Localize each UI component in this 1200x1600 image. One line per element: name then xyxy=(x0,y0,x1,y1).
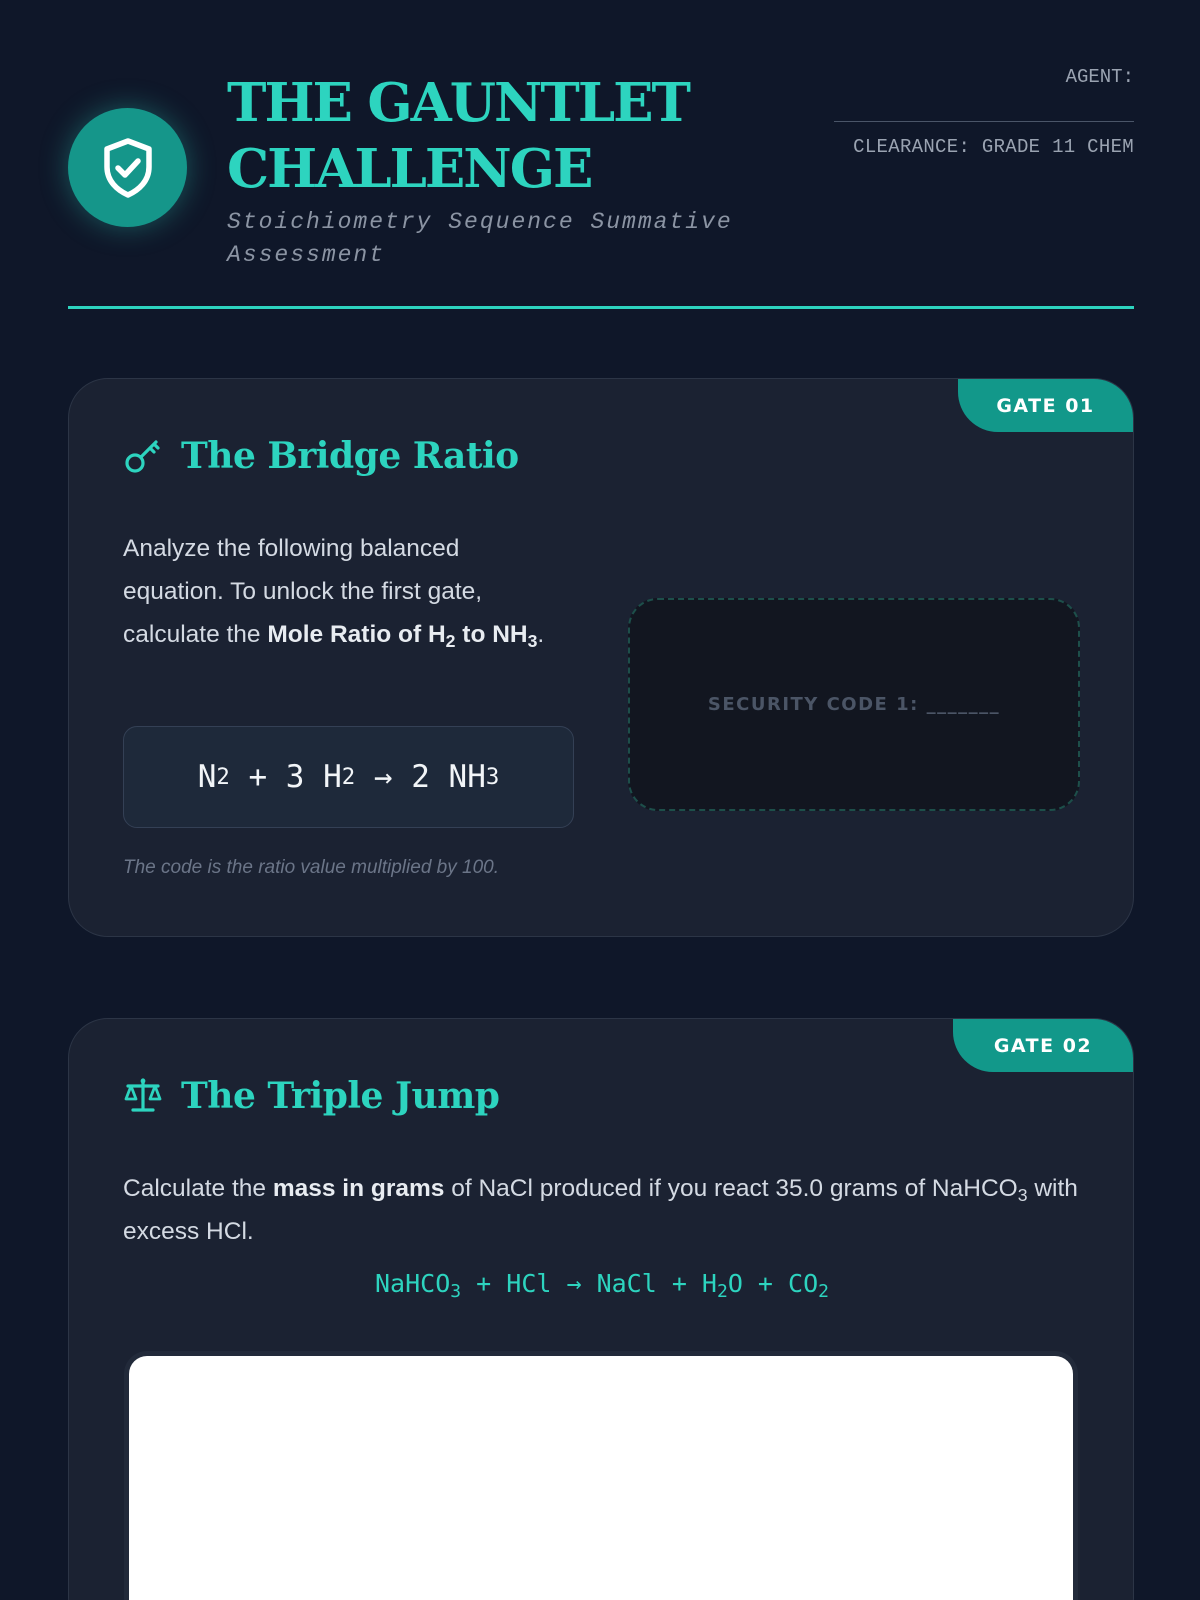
emphasis-part: Mole Ratio of H xyxy=(267,621,446,648)
key-icon xyxy=(123,436,163,476)
emphasis-part: to NH xyxy=(455,621,528,648)
eq-part: N xyxy=(197,759,217,795)
eq-subscript: 3 xyxy=(450,1281,462,1303)
page-header xyxy=(68,58,1134,308)
eq-part: NaHCO xyxy=(375,1269,451,1298)
gate-card-1 xyxy=(68,378,1134,937)
eq-part: + HCl → NaCl + H xyxy=(461,1269,717,1298)
title-line-1: THE GAUNTLET xyxy=(227,72,689,134)
instruction-text: Calculate the xyxy=(123,1175,273,1202)
gate-tab-2: GATE 02 xyxy=(953,1019,1133,1072)
shield-check-icon xyxy=(68,108,187,227)
instruction-end: with excess HCl. xyxy=(123,1175,1078,1245)
gate-title-1: The Bridge Ratio xyxy=(181,435,519,477)
subscript: 3 xyxy=(1017,1184,1028,1205)
agent-info xyxy=(834,66,1134,158)
subtitle-line-2: Assessment xyxy=(227,242,386,268)
eq-part: + 3 H xyxy=(229,759,342,795)
equation-box-1: N 2 + 3 H 2 → 2 NH 3 xyxy=(123,726,574,828)
subscript: 2 xyxy=(445,630,456,651)
gate-instructions-2 xyxy=(123,1167,1083,1253)
work-area-2[interactable] xyxy=(129,1356,1073,1600)
gate-heading-2 xyxy=(123,1075,499,1117)
gate-tab-1: GATE 01 xyxy=(958,379,1133,432)
header-divider xyxy=(68,306,1134,309)
instruction-emphasis: mass in grams xyxy=(272,1175,445,1202)
eq-subscript: 2 xyxy=(818,1281,829,1303)
eq-part: O + CO xyxy=(727,1269,819,1298)
gate-heading-1 xyxy=(123,435,519,477)
eq-subscript: 2 xyxy=(716,1281,728,1303)
title-block xyxy=(227,70,787,272)
page-subtitle xyxy=(227,206,787,272)
gate-card-2 xyxy=(68,1018,1134,1600)
subscript: 3 xyxy=(527,630,538,651)
gate-instructions-1 xyxy=(123,527,563,656)
security-code-input-1[interactable]: SECURITY CODE 1: _______ xyxy=(628,598,1080,811)
clearance-label: CLEARANCE: GRADE 11 CHEM xyxy=(853,136,1134,158)
agent-name-field[interactable] xyxy=(834,66,1134,122)
page-title xyxy=(227,70,787,202)
instruction-text: Analyze the following balanced equation. To unlock the first gate, calculate the xyxy=(123,535,483,648)
title-line-2: CHALLENGE xyxy=(227,138,592,200)
equation-2 xyxy=(69,1269,1134,1303)
agent-label: AGENT: xyxy=(1065,66,1134,88)
subtitle-line-1: Stoichiometry Sequence Summative xyxy=(227,209,733,235)
balance-scale-icon xyxy=(123,1076,163,1116)
gate-hint-1: The code is the ratio value multiplied by 100. xyxy=(123,857,499,878)
instruction-end: . xyxy=(537,621,545,648)
instruction-text: of NaCl produced if you react 35.0 grams of NaHCO xyxy=(444,1175,1018,1202)
gate-title-2: The Triple Jump xyxy=(181,1075,500,1117)
instruction-emphasis xyxy=(267,621,538,651)
eq-part: → 2 NH xyxy=(355,759,486,795)
